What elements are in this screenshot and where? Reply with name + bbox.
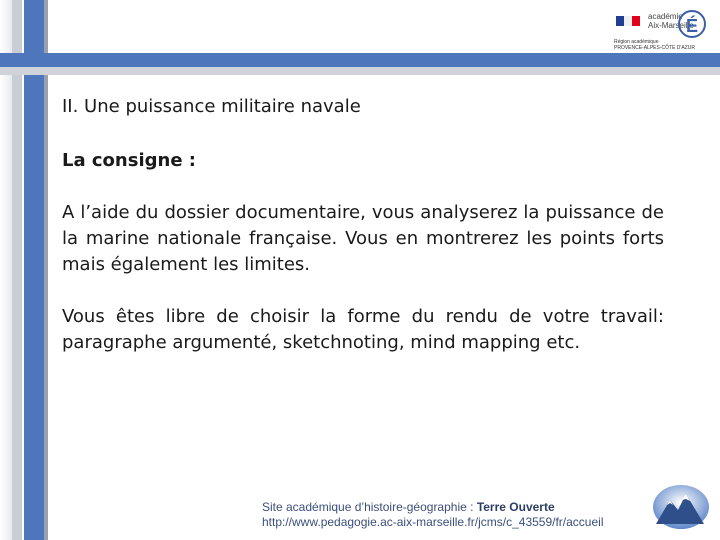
footer-url-link[interactable]: http://www.pedagogie.ac-aix-marseille.fr/jcms/c_43559/fr/accueil	[262, 515, 604, 529]
academie-logo	[612, 6, 712, 54]
format-paragraph: Vous êtes libre de choisir la forme du rendu de votre travail: paragraphe argumenté, sketchnoting, mind mapping etc.	[62, 306, 664, 353]
frame-left-fade	[0, 0, 12, 540]
logo-academie-line2: Aix-Marseille	[648, 21, 694, 30]
footer-site-prefix: Site académique d’histoire-géographie :	[262, 500, 477, 514]
logo-academie-line1: académie	[648, 12, 683, 21]
logo-e-icon: É	[678, 10, 706, 38]
logo-region-text	[614, 39, 695, 51]
logo-region-line1: Région académique	[614, 39, 659, 45]
french-flag-icon	[616, 16, 640, 26]
frame-vertical-bar-gray	[44, 0, 48, 540]
logo-region-line2: PROVENCE-ALPES-CÔTE D'AZUR	[614, 45, 695, 51]
footer-site-name: Terre Ouverte	[476, 500, 555, 514]
consigne-label: La consigne :	[62, 150, 196, 171]
frame-horizontal-bar-light	[0, 67, 720, 75]
instruction-paragraph: A l’aide du dossier documentaire, vous analyserez la puissance de la marine nationale française. Vous en montrerez les points forts mais également les limites.	[62, 202, 664, 275]
frame-vertical-bar-blue	[24, 0, 44, 540]
footer	[262, 500, 603, 530]
frame-vertical-bar-light	[12, 0, 22, 540]
frame-horizontal-bar-blue	[0, 53, 720, 67]
slide-content	[62, 94, 664, 382]
footer-site-line	[262, 500, 603, 515]
slide-title: II. Une puissance militaire navale	[62, 96, 361, 117]
terre-ouverte-logo-icon	[652, 484, 710, 530]
